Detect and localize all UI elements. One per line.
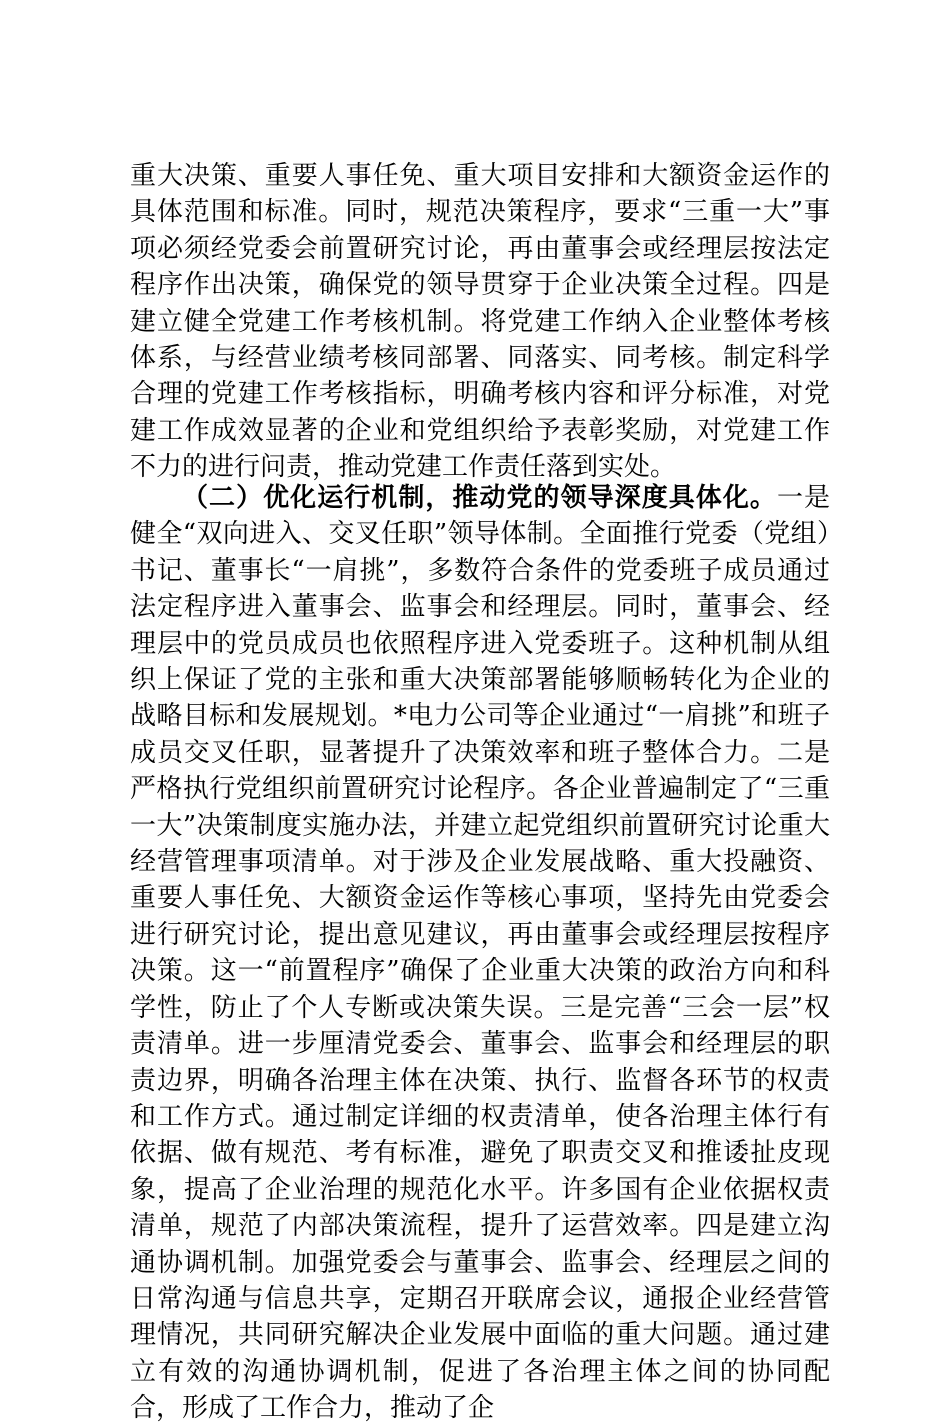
section-heading: （二）优化运行机制，推动党的领导深度具体化。 [182,483,777,513]
paragraph-continuation [130,158,830,483]
paragraph-section-two [130,480,830,1424]
document-body [130,158,830,1424]
paragraph-text: 重大决策、重要人事任免、重大项目安排和大额资金运作的具体范围和标准。同时，规范决策程序，要求“三重一大”事项必须经党委会前置研究讨论，再由董事会或经理层按法定程序作出决策，确保党的领导贯穿于企业决策全过程。四是建立健全党建工作考核机制。将党建工作纳入企业整体考核体系，与经营业绩考核同部署、同落实、同考核。制定科学合理的党建工作考核指标，明确考核内容和评分标准，对党建工作成效显著的企业和党组织给予表彰奖励，对党建工作不力的进行问责，推动党建工作责任落到实处。 [130,161,830,483]
paragraph-text: 一是健全“双向进入、交叉任职”领导体制。全面推行党委（党组）书记、董事长“一肩挑”，多数符合条件的党委班子成员通过法定程序进入董事会、监事会和经理层。同时，董事会、经理层中的党员成员也依照程序进入党委班子。这种机制从组织上保证了党的主张和重大决策部署能够顺畅转化为企业的战略目标和发展规划。*电力公司等企业通过“一肩挑”和班子成员交叉任职，显著提升了决策效率和班子整体合力。二是严格执行党组织前置研究讨论程序。各企业普遍制定了“三重一大”决策制度实施办法，并建立起党组织前置研究讨论重大经营管理事项清单。对于涉及企业发展战略、重大投融资、重要人事任免、大额资金运作等核心事项，坚持先由党委会进行研究讨论，提出意见建议，再由董事会或经理层按程序决策。这一“前置程序”确保了企业重大决策的政治方向和科学性，防止了个人专断或决策失误。三是完善“三会一层”权责清单。进一步厘清党委会、董事会、监事会和经理层的职责边界，明确各治理主体在决策、执行、监督各环节的权责和工作方式。通过制定详细的权责清单，使各治理主体行有依据、做有规范、考有标准，避免了职责交叉和推诿扯皮现象，提高了企业治理的规范化水平。许多国有企业依据权责清单，规范了内部决策流程，提升了运营效率。四是建立沟通协调机制。加强党委会与董事会、监事会、经理层之间的日常沟通与信息共享，定期召开联席会议，通报企业经营管理情况，共同研究解决企业发展中面临的重大问题。通过建立有效的沟通协调机制，促进了各治理主体之间的协同配合，形成了工作合力，推动了企 [130,483,830,1424]
